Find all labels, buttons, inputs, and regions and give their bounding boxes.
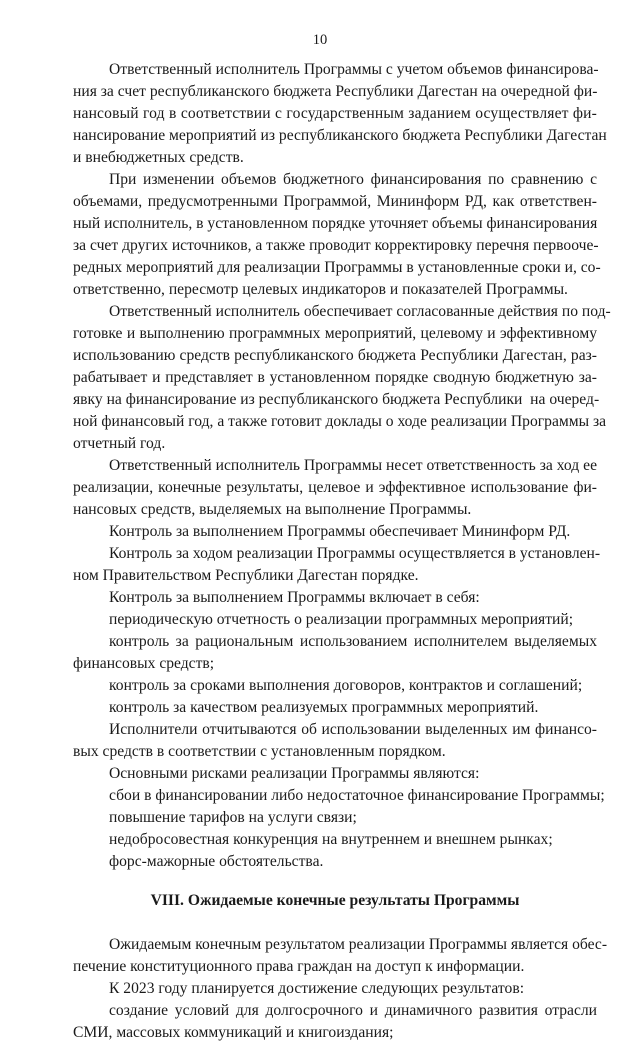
text-line: Ответственный исполнитель Программы несет ответственность за ход ее xyxy=(109,457,597,474)
text-line: контроль за качеством реализуемых программных мероприятий. xyxy=(109,699,539,716)
text-line: за счет других источников, а также проводит корректировку перечня первооче- xyxy=(73,237,599,254)
text-line: ния за счет республиканского бюджета Республики Дагестан на очередной фи- xyxy=(73,83,598,100)
text-line: печение конституционного права граждан на доступ к информации. xyxy=(73,958,525,975)
text-line: нансирование мероприятий из республиканского бюджета Республики Дагестан xyxy=(73,127,607,144)
text-line: Основными рисками реализации Программы являются: xyxy=(109,765,480,782)
text-line: Ответственный исполнитель Программы с учетом объемов финансирова- xyxy=(109,61,599,78)
text-line: вых средств в соответствии с установленным порядком. xyxy=(73,743,446,760)
text-line: К 2023 году планируется достижение следующих результатов: xyxy=(109,980,525,997)
text-line: Контроль за ходом реализации Программы осуществляется в установлен- xyxy=(109,545,601,562)
text-line: ответственно, пересмотр целевых индикаторов и показателей Программы. xyxy=(73,281,568,298)
text-line: редных мероприятий для реализации Программы в установленные сроки и, со- xyxy=(73,259,601,276)
text-line: повышение тарифов на услуги связи; xyxy=(109,809,357,826)
text-line: реализации, конечные результаты, целевое и эффективное использование фи- xyxy=(73,479,597,496)
text-line: явку на финансирование из республиканского бюджета Республики на очеред- xyxy=(73,391,600,408)
text-line: использованию средств республиканского бюджета Республики Дагестан, раз- xyxy=(73,347,597,364)
text-line: сбои в финансировании либо недостаточное финансирование Программы; xyxy=(109,787,605,804)
text-line: Контроль за выполнением Программы включает в себя: xyxy=(109,589,480,606)
text-line: СМИ, массовых коммуникаций и книгоиздания; xyxy=(73,1024,394,1041)
text-line: создание условий для долгосрочного и динамичного развития отрасли xyxy=(109,1002,597,1019)
text-line: Исполнители отчитываются об использовании выделенных им финансо- xyxy=(109,721,597,738)
text-line: нансовых средств, выделяемых на выполнение Программы. xyxy=(73,501,472,518)
text-line: ный исполнитель, в установленном порядке уточняет объемы финансирования xyxy=(73,215,598,232)
text-line: контроль за сроками выполнения договоров, контрактов и соглашений; xyxy=(109,677,583,694)
document-body xyxy=(73,59,611,1044)
text-line: и внебюджетных средств. xyxy=(73,149,244,166)
text-line: ном Правительством Республики Дагестан порядке. xyxy=(73,567,419,584)
text-line: недобросовестная конкуренция на внутреннем и внешнем рынках; xyxy=(109,831,553,848)
text-line: периодическую отчетность о реализации программных мероприятий; xyxy=(109,611,574,628)
text-line: Контроль за выполнением Программы обеспечивает Мининформ РД. xyxy=(109,523,571,540)
text-line: ной финансовый год, а также готовит доклады о ходе реализации Программы за xyxy=(73,413,607,430)
text-line: Ожидаемым конечным результатом реализации Программы является обес- xyxy=(109,936,608,953)
text-line: нансовый год в соответствии с государственным заданием осуществляет фи- xyxy=(73,105,597,122)
section-heading: VIII. Ожидаемые конечные результаты Программы xyxy=(150,892,520,909)
text-line: Ответственный исполнитель обеспечивает согласованные действия по под- xyxy=(109,303,611,320)
page-number: 10 xyxy=(312,32,328,48)
text-line: рабатывает и представляет в установленном порядке сводную бюджетную за- xyxy=(73,369,597,386)
text-line: объемами, предусмотренными Программой, Мининформ РД, как ответствен- xyxy=(73,193,597,210)
text-line: форс-мажорные обстоятельства. xyxy=(109,853,324,870)
text-line: контроль за рациональным использованием исполнителем выделяемых xyxy=(109,633,597,650)
text-line: отчетный год. xyxy=(73,435,166,452)
text-line: финансовых средств; xyxy=(73,655,215,672)
text-line: готовке и выполнению программных мероприятий, целевому и эффективному xyxy=(73,325,597,342)
text-line: При изменении объемов бюджетного финансирования по сравнению с xyxy=(109,171,597,188)
